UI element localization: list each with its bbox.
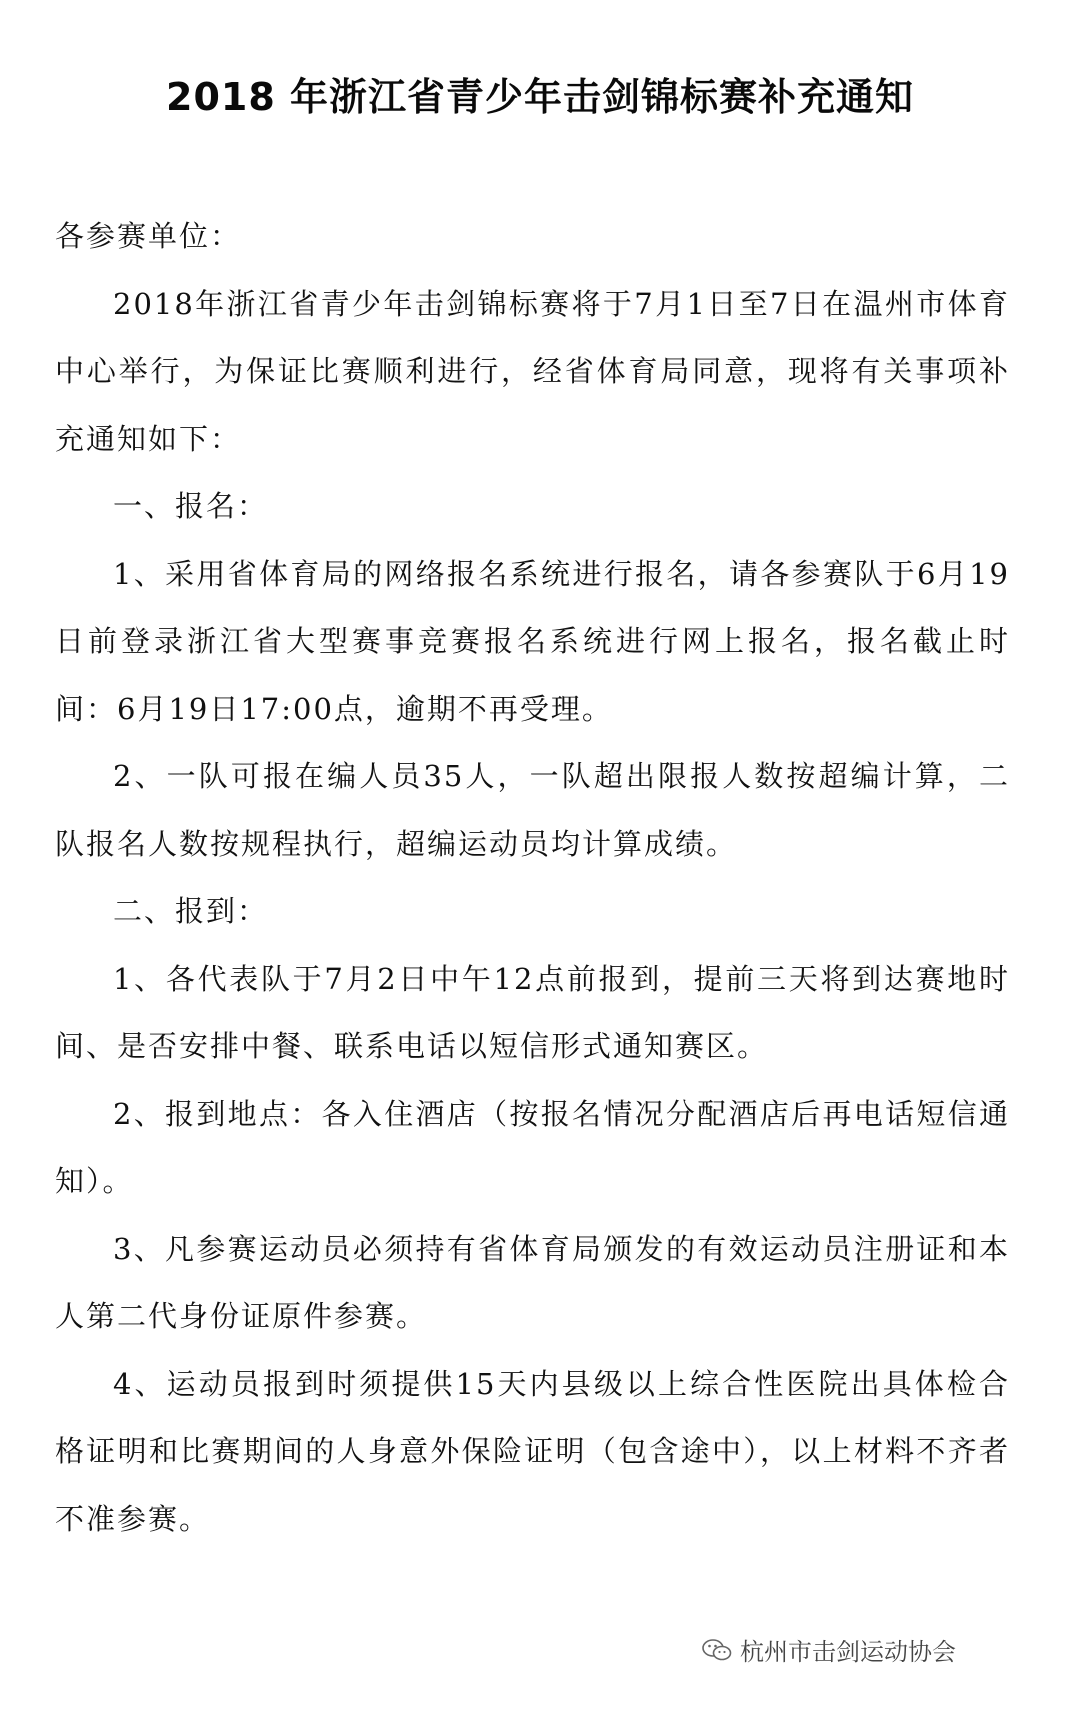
salutation: 各参赛单位：: [55, 219, 242, 253]
section-heading-registration: 一、报名：: [113, 489, 269, 523]
check-in-item-3: 3、凡参赛运动员必须持有省体育局颁发的有效运动员注册证和本人第二代身份证原件参赛。: [55, 1231, 1010, 1333]
intro-paragraph: 2018年浙江省青少年击剑锦标赛将于7月1日至7日在温州市体育中心举行，为保证比赛顺利进行，经省体育局同意，现将有关事项补充通知如下：: [55, 286, 1010, 456]
document-title: 2018 年浙江省青少年击剑锦标赛补充通知: [166, 75, 914, 119]
wechat-icon: [702, 1638, 732, 1662]
watermark: [702, 1632, 956, 1667]
registration-item-1: 1、采用省体育局的网络报名系统进行报名，请各参赛队于6月19日前登录浙江省大型赛事竞赛报名系统进行网上报名，报名截止时间：6月19日17:00点，逾期不再受理。: [55, 556, 1010, 726]
watermark-text: 杭州市击剑运动协会: [740, 1638, 956, 1666]
registration-item-2: 2、一队可报在编人员35人，一队超出限报人数按超编计算，二队报名人数按规程执行，超编运动员均计算成绩。: [55, 759, 1010, 861]
check-in-item-2: 2、报到地点：各入住酒店（按报名情况分配酒店后再电话短信通知）。: [55, 1096, 1010, 1198]
check-in-item-4: 4、运动员报到时须提供15天内县级以上综合性医院出具体检合格证明和比赛期间的人身意外保险证明（包含途中），以上材料不齐者不准参赛。: [55, 1366, 1010, 1536]
section-heading-check-in: 二、报到：: [113, 894, 269, 928]
check-in-item-1: 1、各代表队于7月2日中午12点前报到，提前三天将到达赛地时间、是否安排中餐、联系电话以短信形式通知赛区。: [55, 961, 1010, 1063]
document-body: [55, 203, 1010, 1553]
